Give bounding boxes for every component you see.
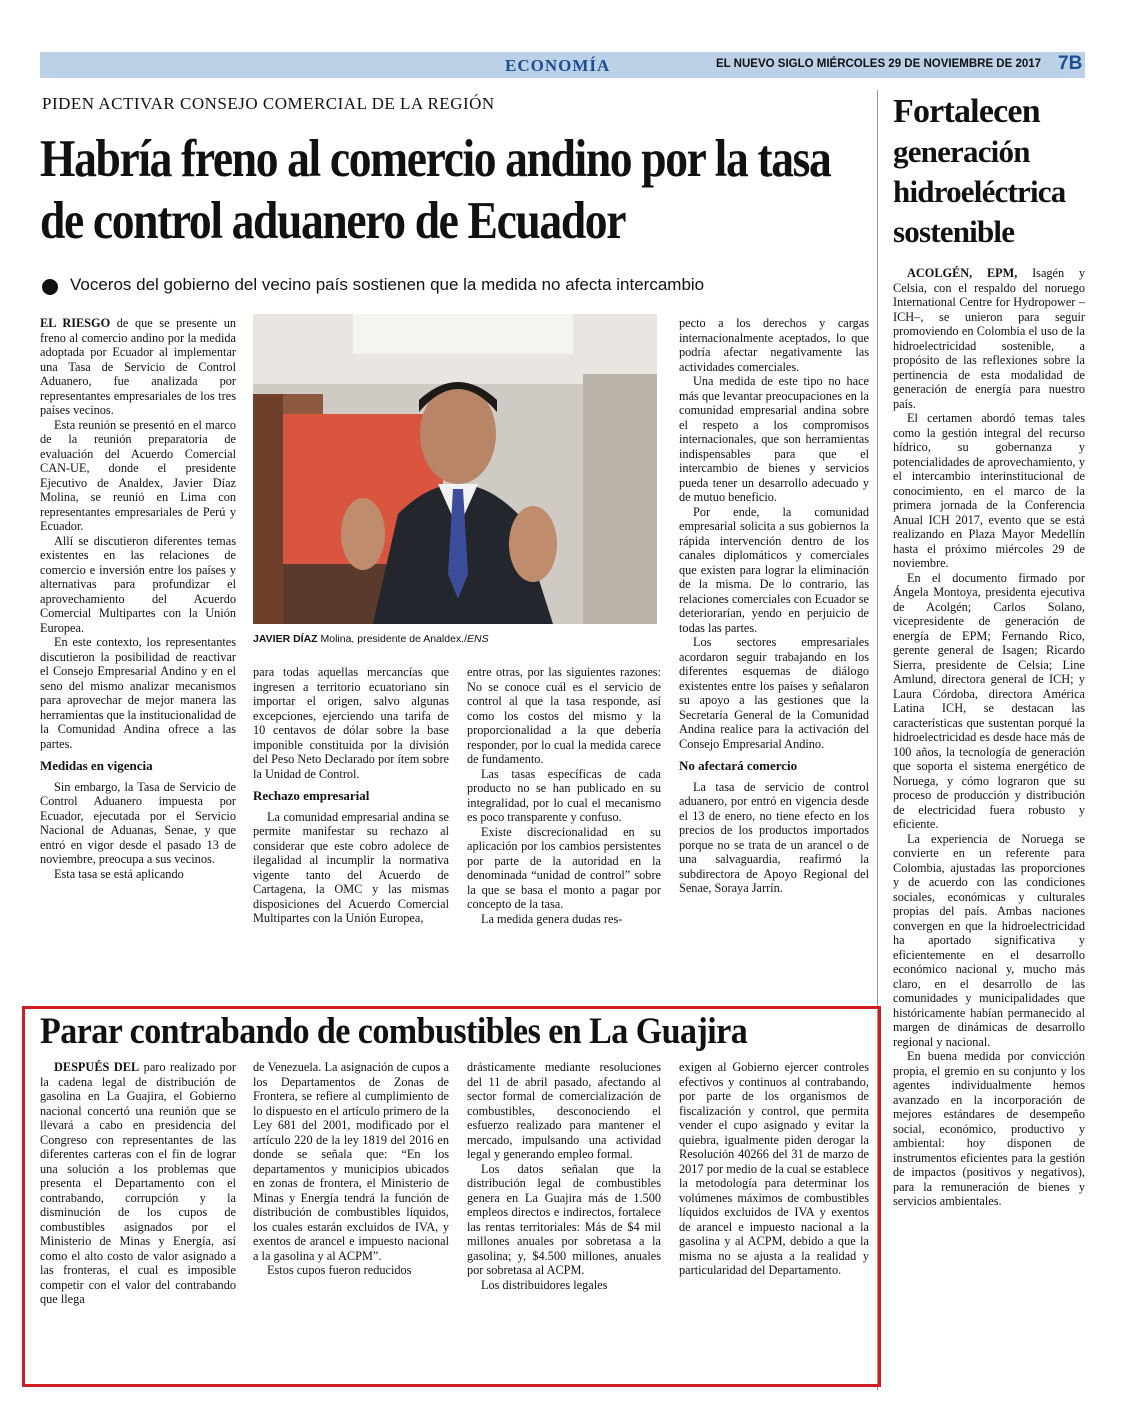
paragraph: para todas aquellas mercancías que ingresen a territorio ecuatoriano sin importar el origen, salvo algunas excepciones, ejerciendo una tarifa de 10 centavos de dólar sobre la base imponible constituida por la división del Peso Neto Declarado por ítem sobre la Unidad de Control. [253,665,450,781]
main-column-4 [679,316,869,896]
subheading: Rechazo empresarial [253,788,370,803]
page-number: 7B [1058,53,1083,74]
subheading: Medidas en vigencia [40,758,153,773]
paragraph: Existe discrecionalidad en su aplicación por los cambios persistentes por parte de la autoridad en la denominada “unidad de control” sobre la que se basa el monto a pagar por concepto de la tasa. [467,824,661,911]
paragraph: entre otras, por las siguientes razones: No se conoce cuál es el servicio de control al que la tasa responde, así como los costos del mismo y la proporcionalidad a la que debería responder, por lo cual la medida carece de fundamento. [467,665,661,766]
sidebar-column [893,266,1085,1209]
paragraph: pecto a los derechos y cargas internacionalmente aceptados, lo que podría afectar negativamente las actividades comerciales. [679,316,869,374]
paragraph: Por ende, la comunidad empresarial solicita a sus gobiernos la rápida intervención dentro de los canales diplomáticos y comerciales que existen para lograr la eliminación de la misma. De lo contrario, las relaciones comerciales con Ecuador se deteriorarían, yendo en perjuicio de todas las partes. [679,504,869,635]
paragraph: Los sectores empresariales acordaron seguir trabajando en los diferentes esquemas de diálogo existentes entre los países y señalaron su apoyo a las gestiones que la Secretaría General de la Comunidad Andina realice para la activación del Consejo Empresarial Andino. [679,635,869,751]
paragraph: exigen al Gobierno ejercer controles efectivos y continuos al contrabando, por parte de los organismos de fiscalización y control, que permita vender el cupo asignado y evitar la quiebra, igualmente piden derogar la Resolución 40266 del 31 de marzo de 2017 por medio de la cual se establece la metodología para determinar los volúmenes máximos de combustibles líquidos excluidos de IVA y exentos de arancel e impuesto nacional a la gasolina y al ACPM, debido a que la misma no se ajusta a la realidad y particularidad del Departamento. [679,1060,869,1277]
box-headline: Parar contrabando de combustibles en La Guajira [40,1011,748,1052]
paragraph: paro realizado por la cadena legal de distribución de gasolina en La Guajira, el Gobierno nacional concertó una reunión que se llevará a cabo en presidencia del Congreso con representantes de las diferentes carteras con el fin de lograr una solución a los problemas que presenta el Departamento con el contrabando, corrupción y la disminución de los cupos de combustibles asignados por el Ministerio de Minas y Energía, así como el alto costo de valor asignado a las fronteras, el cual es imposible competir con el valor del contrabando que llega [40,1060,236,1306]
paragraph: Allí se discutieron diferentes temas existentes en las relaciones de comercio e inversión entre los países y alternativas para profundizar el aprovechamiento del Acuerdo Comercial Multipartes con la Unión Europea. [40,533,236,635]
article-photo [253,314,657,624]
paragraph: La tasa de servicio de control aduanero, por entró en vigencia desde el 13 de enero, no tiene efecto en los precios de los productos importados porque no se trata de un arancel o de una salvaguardia, reafirmó la subdirectora de Apoyo Regional del Senae, Soraya Jarrín. [679,779,869,895]
box-column-2 [253,1060,449,1278]
box-column-4 [679,1060,869,1278]
caption-text: Molina, presidente de Analdex./ [317,633,468,645]
paragraph: Sin embargo, la Tasa de Servicio de Control Aduanero impuesta por Ecuador, ejecutada por el Servicio Nacional de Aduanas, Senae, y que entró en vigor desde el pasado 13 de noviembre, preocupa a sus vecinos. [40,779,236,866]
subheading: No afectará comercio [679,758,798,773]
paragraph: La medida genera dudas res- [481,911,623,926]
paragraph: En este contexto, los representantes discutieron la posibilidad de reactivar el Consejo Empresarial Andino y en el seno del mismo analizar mecanismos para aprovechar de mejor manera las herramientas que la institucionalidad de la Comunidad Andina ofrece a las partes. [40,635,236,751]
section-title: ECONOMÍA [505,56,611,75]
paragraph: Isagén y Celsia, con el respaldo del noruego International Centre for Hydropower –ICH–, se unieron para seguir promoviendo en Colombia el uso de la hidroelectricidad sostenible, a propósito de las reflexiones sobre la pertinencia de esta modalidad de generación de energía para nuestro país. [893,266,1086,411]
lead-in: DESPUÉS DEL [54,1060,140,1074]
paragraph: En el documento firmado por Ángela Montoya, presidenta ejecutiva de Acolgén; Carlos Solano, vicepresidente de generación de energía de EPM; Fernando Rico, gerente general de Isagen; Ricardo Sierra, presidente de Celsia; Line Amlund, directora general de ICH; y Laura Córdoba, directora América Latina ICH, se destacan las características que sustentan porqué la hidroelectricidad es desde hace más de 100 años, la tecnología de generación que soporta el sistema energético de Noruega, y cómo lograron que su proceso de producción y distribución de electricidad fuera robusto y eficiente. [893,570,1085,831]
paragraph: drásticamente mediante resoluciones del 11 de abril pasado, afectando al sector formal de comercialización de combustibles, desconociendo el esfuerzo realizado para mantener el mercado, impulsando una actividad legal y generando empleo formal. [467,1060,661,1161]
sidebar-headline-line: hidroeléctrica [893,174,1066,209]
paragraph: Los distribuidores legales [481,1277,608,1292]
sidebar-headline-line: sostenible [893,214,1015,249]
photo-illustration [253,314,657,624]
lead-in: ACOLGÉN, EPM, [907,266,1018,280]
sidebar-headline-line: generación [893,134,1030,169]
paragraph: Estos cupos fueron reducidos [267,1263,412,1277]
article-headline: Habría freno al comercio andino por la tasa de control aduanero de Ecuador [40,130,831,250]
paragraph: de Venezuela. La asignación de cupos a los Departamentos de Zonas de Frontera, se refiere al cumplimiento de lo dispuesto en el artículo primero de la Ley 681 del 2001, modificado por el artículo 220 de la ley 1819 del 2016 en donde se señala que: “En los departamentos y municipios ubicados en zonas de frontera, el Ministerio de Minas y Energía tendrá la función de distribución de combustibles líquidos, los cuales estarán excluidos de IVA, y exentos de arancel e impuesto nacional a la gasolina y al ACPM”. [253,1060,449,1263]
paragraph: de que se presente un freno al comercio andino por la medida adoptada por Ecuador al implementar una Tasa de Servicio de Control Aduanero, fue analizada por representantes empresariales de los tres países vecinos. [40,316,236,417]
sidebar-headline-line: Fortalecen [893,93,1040,130]
box-column-3 [467,1060,661,1292]
paragraph: Los datos señalan que la distribución legal de combustibles genera en La Guajira más de 1.500 empleos directos e indirectos, fortalece las rentas territoriales: Más de $4 mil millones anuales por sobretasa a la gasolina; y, $4.500 millones, anuales por sobretasa al ACPM. [467,1161,661,1277]
main-column-2 [253,665,449,926]
paragraph: Esta reunión se presentó en el marco de la reunión preparatoria de evaluación del Acuerdo Comercial CAN-UE, donde el presidente Ejecutivo de Analdex, Javier Díaz Molina, se reunió en Lima con representantes empresariales de Perú y Ecuador. [40,417,236,533]
paragraph: En buena medida por convicción propia, el gremio en su conjunto y los agentes individualmente hemos avanzado en la incorporación de mejores estándares de desempeño social, económico, productivo y ambiental: hoy disponen de instrumentos eficientes para la gestión de impactos (positivos y negativos), para la remuneración de bienes y servicios ambientales. [893,1049,1085,1208]
caption-name: JAVIER DÍAZ [253,633,318,645]
article-kicker: PIDEN ACTIVAR CONSEJO COMERCIAL DE LA REGIÓN [42,94,495,113]
sidebar-headline [893,92,1088,252]
lead-in: EL RIESGO [40,316,111,330]
main-column-1 [40,316,236,881]
paragraph: La experiencia de Noruega se convierte en un referente para Colombia, ajustadas las proporciones y de acuerdo con las condiciones sociales, económicas y culturales propias del país. Ambas naciones convergen en que la hidroelectricidad ha aportado significativa y eficientemente en el desarrollo económico nacional y, mucho más claro, en el desarrollo de las comunidades y municipalidades que históricamente habían permanecido al margen de dinámicas de desarrollo regional y nacional. [893,831,1085,1049]
paragraph: Esta tasa se está aplicando [54,866,184,881]
main-column-3 [467,665,661,926]
caption-credit: ENS [467,633,489,645]
bullet-icon [42,279,58,295]
paragraph: El certamen abordó temas tales como la gestión integral del recurso hídrico, su gobernanza y potencialidades de aprovechamiento, y el intercambio interinstitucional de conocimiento, en el marco de la primera jornada de la Conferencia Anual ICH 2017, evento que se está realizando en Plaza Mayor Medellín hasta el próximo miércoles 29 de noviembre. [893,411,1085,570]
box-column-1 [40,1060,236,1307]
article-subhead: Voceros del gobierno del vecino país sostienen que la medida no afecta intercambio [70,275,705,294]
paragraph: La comunidad empresarial andina se permite manifestar su rechazo al considerar que este cobro adolece de ilegalidad al incumplir la normativa vigente tanto del Acuerdo de Cartagena, la OMC y las mismas disposiciones del Acuerdo Comercial Multipartes con la Unión Europea, [253,809,449,925]
photo-caption [253,633,489,645]
paragraph: Una medida de este tipo no hace más que levantar preocupaciones en la comunidad empresarial andina sobre el respeto a los compromisos internacionales, que son herramientas indispensables para que el intercambio de bienes y servicios pueda tener un desarrollo adecuado y de mutuo beneficio. [679,374,869,504]
paragraph: Las tasas específicas de cada producto no se han publicado en su integralidad, por lo cual el mecanismo es poco transparente y confuso. [467,766,661,824]
dateline: EL NUEVO SIGLO MIÉRCOLES 29 DE NOVIEMBRE DE 2017 [716,58,1042,70]
